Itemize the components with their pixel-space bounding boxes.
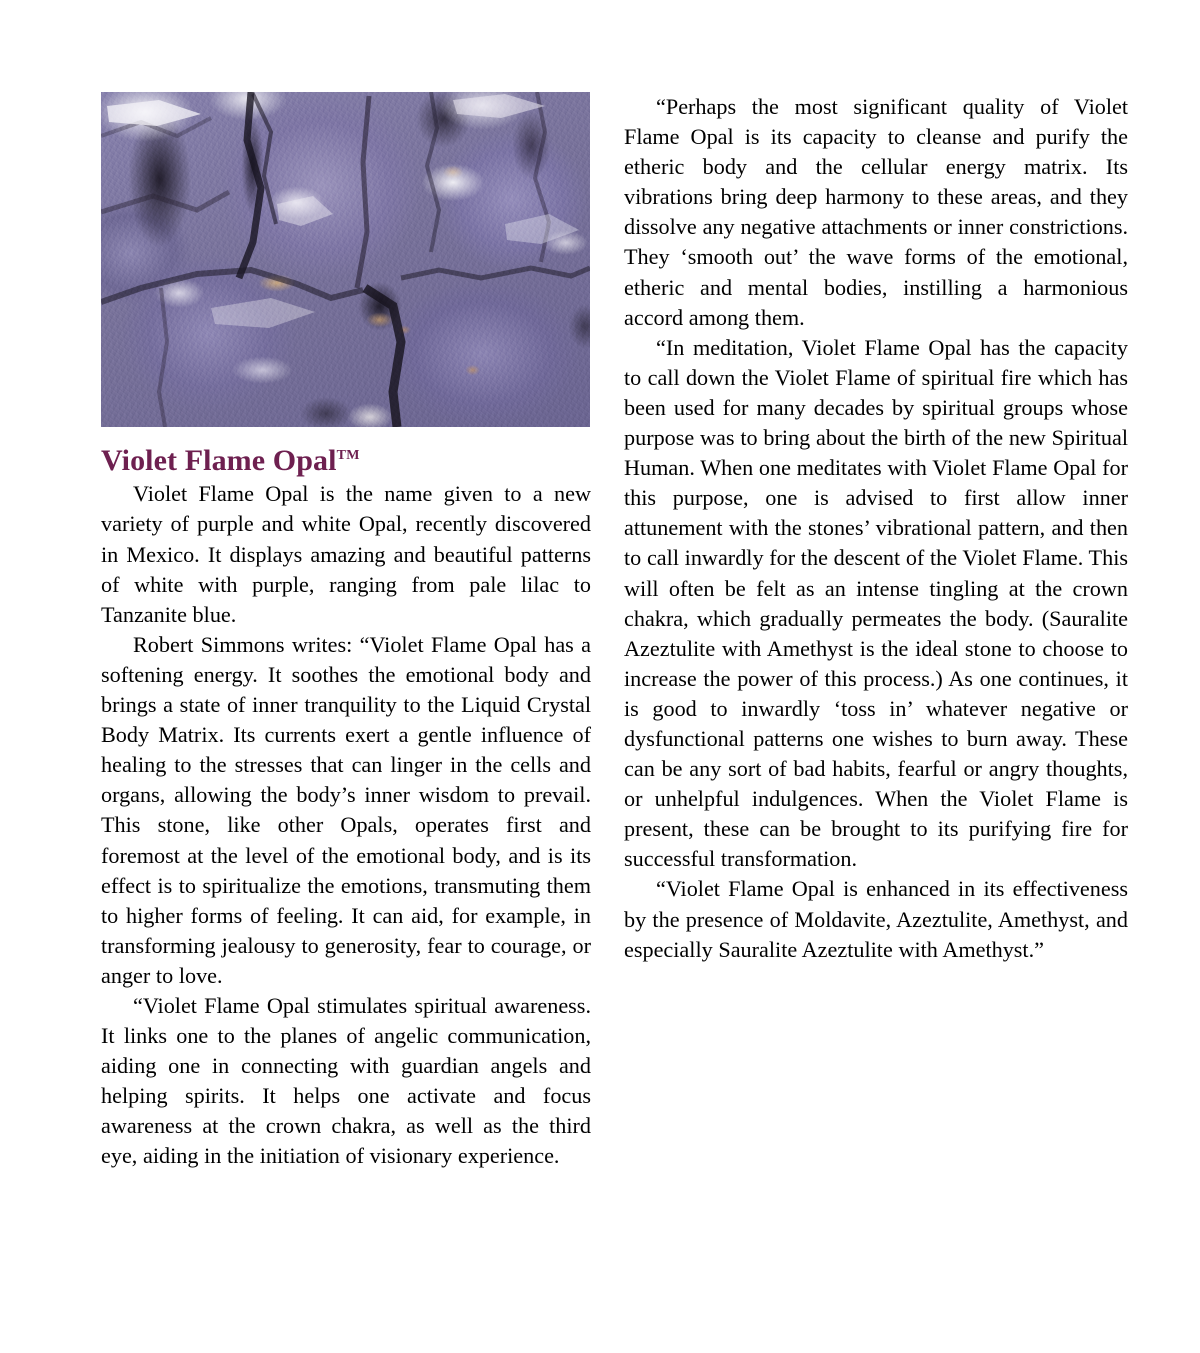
page-title-text: Violet Flame Opal <box>101 444 337 477</box>
violet-flame-opal-photograph <box>101 92 590 427</box>
paragraph: “Violet Flame Opal stimulates spiritual awareness. It links one to the planes of angelic communication, aiding one in connecting with guardian angels and helping spirits. It helps one activate and focus awareness at the crown chakra, as well as the third eye, aiding in the initiation of visionary experience. <box>101 992 591 1169</box>
two-column-layout <box>101 92 1127 1272</box>
column-right <box>624 92 1128 965</box>
page-title <box>101 445 591 477</box>
trademark-symbol: TM <box>336 448 360 463</box>
paragraph: Violet Flame Opal is the name given to a new variety of purple and white Opal, recently discovered in Mexico. It displays amazing and beautiful patterns of white with purple, ranging from pale lilac to Tanzanite blue. <box>101 481 591 627</box>
paragraph: “Violet Flame Opal is enhanced in its effectiveness by the presence of Moldavite, Azeztulite, Amethyst, and especially Sauralite Azeztulite with Amethyst.” <box>624 876 1128 962</box>
paragraph: “In meditation, Violet Flame Opal has the capacity to call down the Violet Flame of spiritual fire which has been used for many decades by spiritual groups whose purpose was to bring about the birth of the new Spiritual Human. When one meditates with Violet Flame Opal for this purpose, one is advised to first allow inner attunement with the stones’ vibrational pattern, and then to call inwardly for the descent of the Violet Flame. This will often be felt as an intense tingling at the crown chakra, which gradually permeates the body. (Sauralite Azeztulite with Amethyst is the ideal stone to choose to increase the power of this process.) As one continues, it is good to inwardly ‘toss in’ whatever negative or dysfunctional patterns one wishes to burn away. These can be any sort of bad habits, fearful or angry thoughts, or unhelpful indulgences. When the Violet Flame is present, these can be brought to its purifying fire for successful transformation. <box>624 334 1128 872</box>
paragraph: Robert Simmons writes: “Violet Flame Opal has a softening energy. It soothes the emotional body and brings a state of inner tranquility to the Liquid Crystal Body Matrix. Its currents exert a gentle influence of healing to the stresses that can linger in the cells and organs, allowing the body’s inner wisdom to prevail. This stone, like other Opals, operates first and foremost at the level of the emotional body, and is its effect is to spiritualize the emotions, transmuting them to higher forms of feeling. It can aid, for example, in transforming jealousy to generosity, fear to courage, or anger to love. <box>101 631 591 988</box>
paragraph: “Perhaps the most significant quality of Violet Flame Opal is its capacity to cleanse and purify the etheric body and the cellular energy matrix. Its vibrations bring deep harmony to these areas, and they dissolve any negative attachments or inner constrictions. They ‘smooth out’ the wave forms of the emotional, etheric and mental bodies, instilling a harmonious accord among them. <box>624 94 1128 330</box>
photo-grain-overlay <box>101 92 590 427</box>
column-left <box>101 92 591 1172</box>
